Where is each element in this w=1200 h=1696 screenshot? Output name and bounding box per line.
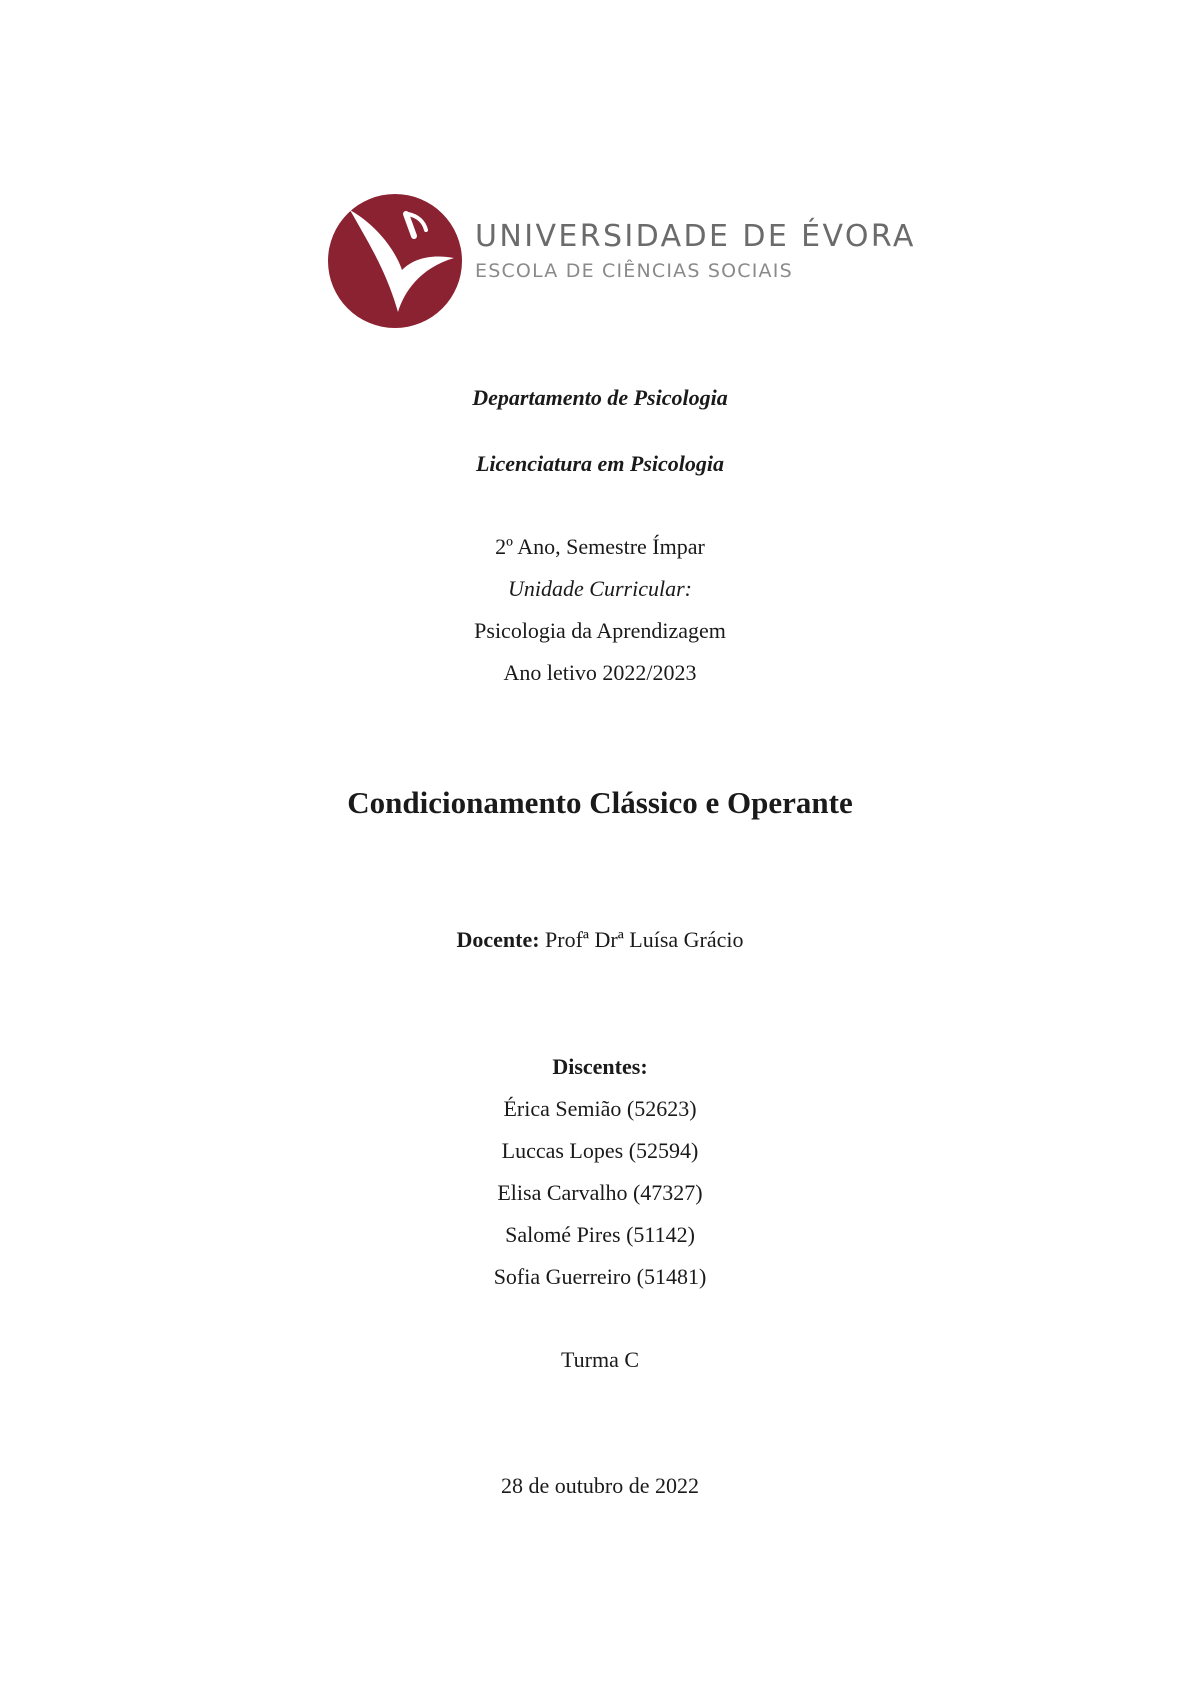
year-semester: 2º Ano, Semestre Ímpar [495, 534, 705, 559]
academic-year: Ano letivo 2022/2023 [503, 660, 697, 685]
student-item: Salomé Pires (51142) [505, 1222, 695, 1247]
teacher-name: Profª Drª Luísa Grácio [545, 927, 744, 952]
school-name: ESCOLA DE CIÊNCIAS SOCIAIS [475, 260, 793, 282]
university-logo [328, 192, 916, 332]
degree-heading: Licenciatura em Psicologia [475, 451, 725, 476]
document-date: 28 de outubro de 2022 [501, 1473, 699, 1498]
student-item: Elisa Carvalho (47327) [497, 1180, 703, 1205]
university-name: UNIVERSIDADE DE ÉVORA [475, 219, 916, 254]
department-heading: Departamento de Psicologia [472, 385, 728, 410]
students-label: Discentes: [552, 1054, 648, 1079]
curricular-unit-label: Unidade Curricular: [508, 576, 692, 601]
student-item: Érica Semião (52623) [503, 1096, 697, 1121]
class-group: Turma C [560, 1347, 640, 1372]
student-item: Luccas Lopes (52594) [501, 1138, 699, 1163]
teacher-line [0, 926, 1200, 954]
student-item: Sofia Guerreiro (51481) [493, 1264, 707, 1289]
teacher-label: Docente: [456, 927, 540, 952]
logo-wordmark [475, 220, 916, 284]
document-title: Condicionamento Clássico e Operante [347, 785, 853, 820]
university-emblem-icon [328, 192, 462, 330]
curricular-unit-name: Psicologia da Aprendizagem [474, 618, 726, 643]
